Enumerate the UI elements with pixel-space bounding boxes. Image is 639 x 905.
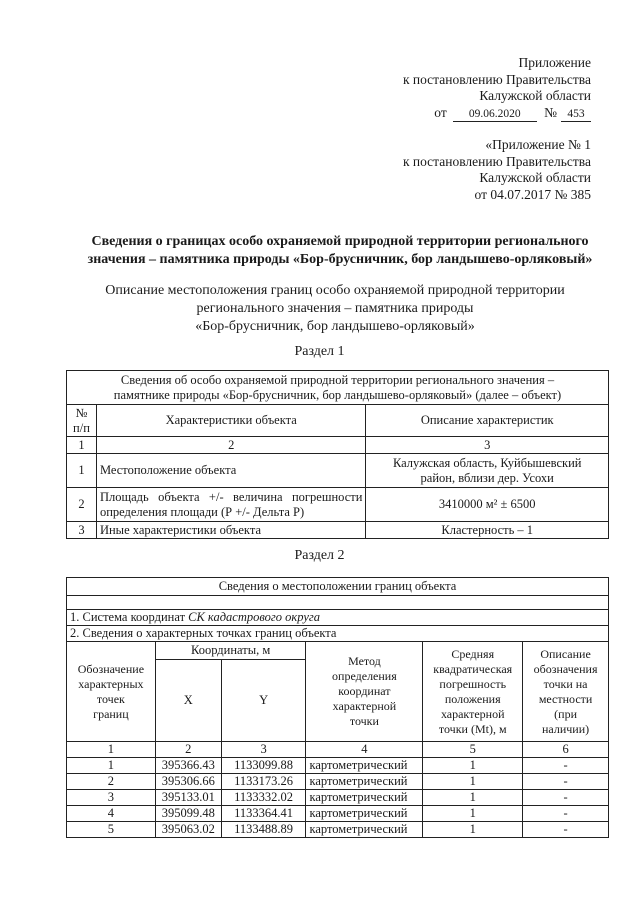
point-marking: -: [523, 806, 609, 822]
header-line: положения: [444, 691, 501, 706]
point-y: 1133099.88: [221, 758, 306, 774]
header-line: границ: [93, 706, 129, 721]
table-index-row: [67, 437, 609, 454]
description-line-1: Описание местоположения границ особо охраняемой природной территории: [105, 283, 565, 298]
point-id: 5: [67, 822, 156, 838]
index-cell: 2: [96, 437, 365, 454]
points-caption: 2. Сведения о характерных точках границ объекта: [67, 626, 609, 642]
header-line: обозначения: [533, 661, 598, 676]
header-line: Метод: [348, 654, 381, 668]
index-cell: 4: [306, 742, 423, 758]
column-header-number-line-1: №: [75, 405, 88, 420]
title-line-2: значения – памятника природы «Бор-брусничник, бор ландышево-орляковый»: [87, 252, 593, 267]
point-error: 1: [423, 774, 523, 790]
empty-row: [67, 596, 609, 610]
original-appendix-header: [403, 137, 591, 203]
point-x: 395133.01: [155, 790, 221, 806]
header-line: погрешность: [439, 676, 507, 691]
object-info-caption: [67, 371, 609, 405]
table-row: [67, 758, 609, 774]
table-row: [67, 774, 609, 790]
header-line: (при: [554, 706, 577, 721]
table-index-row: [67, 742, 609, 758]
row-description: 3410000 м² ± 6500: [366, 488, 609, 522]
index-cell: 3: [366, 437, 609, 454]
header-line: характерных: [78, 676, 144, 691]
coordinate-system: [67, 610, 609, 626]
header-line: наличии): [542, 721, 590, 736]
point-method: картометрический: [306, 758, 423, 774]
point-error: 1: [423, 822, 523, 838]
point-x: 395099.48: [155, 806, 221, 822]
column-header-number-line-2: п/п: [73, 420, 90, 435]
point-id: 2: [67, 774, 156, 790]
row-description-line-1: Калужская область, Куйбышевский: [392, 455, 582, 470]
column-header-error: [423, 642, 523, 742]
table-row: [67, 790, 609, 806]
coordinate-system-label: 1. Система координат: [70, 610, 189, 624]
point-y: 1133173.26: [221, 774, 306, 790]
description-line-3: «Бор-брусничник, бор ландышево-орляковый»: [195, 319, 475, 334]
point-method: картометрический: [306, 806, 423, 822]
row-description-line-2: район, вблизи дер. Усохи: [420, 470, 554, 485]
table-row: [67, 488, 609, 522]
row-description: Кластерность – 1: [366, 522, 609, 539]
point-error: 1: [423, 806, 523, 822]
row-characteristic: [96, 488, 365, 522]
appendix-label: Приложение: [518, 55, 591, 70]
header-line: квадратическая: [433, 661, 513, 676]
point-id: 3: [67, 790, 156, 806]
index-cell: 1: [67, 437, 97, 454]
header-line: координат: [338, 684, 391, 698]
object-info-table: [66, 370, 609, 539]
point-method: картометрический: [306, 774, 423, 790]
point-y: 1133332.02: [221, 790, 306, 806]
row-characteristic: Местоположение объекта: [96, 454, 365, 488]
decree-number: 453: [561, 108, 591, 122]
header-line: Обозначение: [77, 661, 145, 676]
number-label: №: [544, 104, 557, 120]
document-title: [40, 233, 639, 269]
index-cell: 5: [423, 742, 523, 758]
column-header-x: X: [155, 660, 221, 742]
index-cell: 1: [67, 742, 156, 758]
column-header-description: Описание характеристик: [366, 405, 609, 437]
decree-date: 09.06.2020: [453, 108, 537, 122]
point-marking: -: [523, 822, 609, 838]
header-line: Описание: [540, 646, 591, 661]
section-2-title: Раздел 2: [294, 548, 345, 563]
point-marking: -: [523, 790, 609, 806]
original-region-name: Калужской области: [479, 170, 591, 185]
index-cell: 3: [221, 742, 306, 758]
point-x: 395366.43: [155, 758, 221, 774]
title-line-1: Сведения о границах особо охраняемой природной территории регионального: [91, 234, 589, 249]
object-info-caption-line-1: Сведения об особо охраняемой природной территории регионального значения –: [120, 372, 555, 387]
original-appendix-label: «Приложение № 1: [485, 137, 591, 152]
header-line: определения: [332, 669, 397, 683]
row-characteristic: Иные характеристики объекта: [96, 522, 365, 539]
header-line: характерной: [440, 706, 505, 721]
header-line: местности: [538, 691, 593, 706]
header-line: точки: [349, 714, 379, 728]
coordinate-system-value: СК кадастрового округа: [188, 610, 320, 624]
point-method: картометрический: [306, 822, 423, 838]
point-id: 4: [67, 806, 156, 822]
index-cell: 6: [523, 742, 609, 758]
column-header-coordinates: Координаты, м: [155, 642, 306, 660]
point-error: 1: [423, 758, 523, 774]
table-row: [67, 522, 609, 539]
index-cell: 2: [155, 742, 221, 758]
original-decree-date: от 04.07.2017 № 385: [474, 186, 591, 202]
point-error: 1: [423, 790, 523, 806]
decree-ref: к постановлению Правительства: [402, 71, 591, 87]
row-number: 2: [67, 488, 97, 522]
column-header-method: [306, 642, 423, 742]
column-header-number: [67, 405, 97, 437]
header-line: точки (Mt), м: [438, 721, 507, 736]
point-marking: -: [523, 758, 609, 774]
header-line: точек: [96, 691, 125, 706]
object-info-caption-line-2: памятнике природы «Бор-брусничник, бор ландышево-орляковый» (далее – объект): [113, 387, 562, 402]
table-row: [67, 454, 609, 488]
region-name: Калужской области: [479, 88, 591, 103]
row-description: [366, 454, 609, 488]
point-marking: -: [523, 774, 609, 790]
point-method: картометрический: [306, 790, 423, 806]
empty-cell: [67, 596, 609, 610]
row-number: 3: [67, 522, 97, 539]
decree-date-line: [434, 105, 591, 122]
appendix-header: [403, 55, 591, 122]
row-number: 1: [67, 454, 97, 488]
from-label: от: [434, 104, 447, 120]
table-row: [67, 806, 609, 822]
column-header-designation: [67, 642, 156, 742]
column-header-y: Y: [221, 660, 306, 742]
column-header-characteristic: Характеристики объекта: [96, 405, 365, 437]
table-row: [67, 822, 609, 838]
point-y: 1133364.41: [221, 806, 306, 822]
point-y: 1133488.89: [221, 822, 306, 838]
original-decree-ref: к постановлению Правительства: [402, 153, 591, 169]
description-line-2: регионального значения – памятника природы: [196, 301, 474, 316]
header-line: точки на: [543, 676, 588, 691]
header-line: Средняя: [451, 646, 495, 661]
document-description: [70, 282, 600, 336]
column-header-marking: [523, 642, 609, 742]
row-characteristic-line-2: определения площади (Р +/- Дельта Р): [99, 504, 305, 519]
boundary-points-table: [66, 577, 609, 838]
point-x: 395063.02: [155, 822, 221, 838]
point-x: 395306.66: [155, 774, 221, 790]
header-line: характерной: [332, 699, 397, 713]
row-characteristic-line-1: Площадь объекта +/- величина погрешности: [99, 489, 363, 504]
section-1-title: Раздел 1: [294, 344, 345, 359]
boundary-caption: Сведения о местоположении границ объекта: [67, 578, 609, 596]
point-id: 1: [67, 758, 156, 774]
